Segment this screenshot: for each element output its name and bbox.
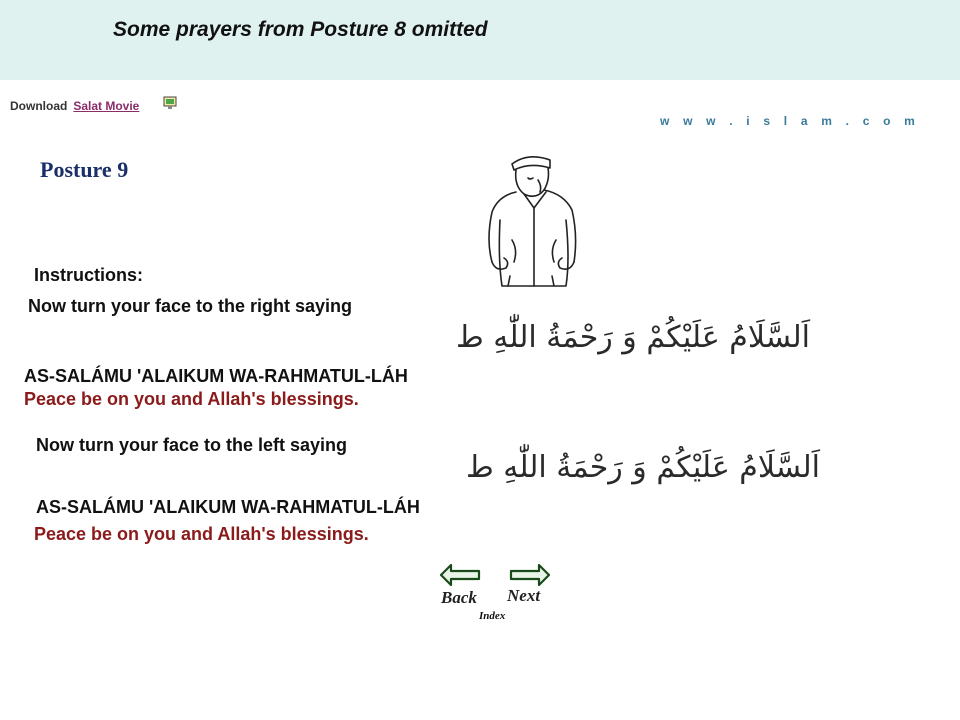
salat-movie-link[interactable]: Salat Movie	[73, 99, 140, 113]
translation-right: Peace be on you and Allah's blessings.	[24, 389, 359, 409]
site-url: w w w . i s l a m . c o m	[660, 114, 921, 128]
download-row	[10, 99, 139, 113]
arabic-prayer-left-text: اَلسَّلَامُ عَلَيْكُمْ وَ رَحْمَةُ اللّٰهِ ط	[466, 450, 820, 485]
index-link[interactable]: Index	[479, 610, 506, 622]
top-banner	[0, 0, 960, 80]
translation-left: Peace be on you and Allah's blessings.	[34, 524, 369, 544]
arabic-prayer-right-text: اَلسَّلَامُ عَلَيْكُمْ وَ رَحْمَةُ اللّٰهِ ط	[456, 320, 810, 355]
download-label: Download	[10, 99, 68, 113]
back-link[interactable]: Back	[441, 588, 477, 607]
praying-man-figure	[478, 150, 590, 294]
transliteration-right: AS-SALÁMU 'ALAIKUM WA-RAHMATUL-LÁH	[24, 366, 408, 386]
banner-title: Some prayers from Posture 8 omitted	[113, 18, 488, 41]
instruction-left: Now turn your face to the left saying	[36, 435, 348, 455]
movie-icon[interactable]	[163, 96, 177, 110]
posture-title: Posture 9	[40, 157, 129, 182]
arabic-prayer-left	[448, 450, 820, 500]
next-link[interactable]: Next	[507, 586, 541, 605]
arabic-prayer-right	[420, 320, 810, 370]
instruction-right: Now turn your face to the right saying	[28, 296, 353, 316]
transliteration-left: AS-SALÁMU 'ALAIKUM WA-RAHMATUL-LÁH	[36, 497, 420, 517]
instructions-heading: Instructions:	[34, 265, 144, 285]
